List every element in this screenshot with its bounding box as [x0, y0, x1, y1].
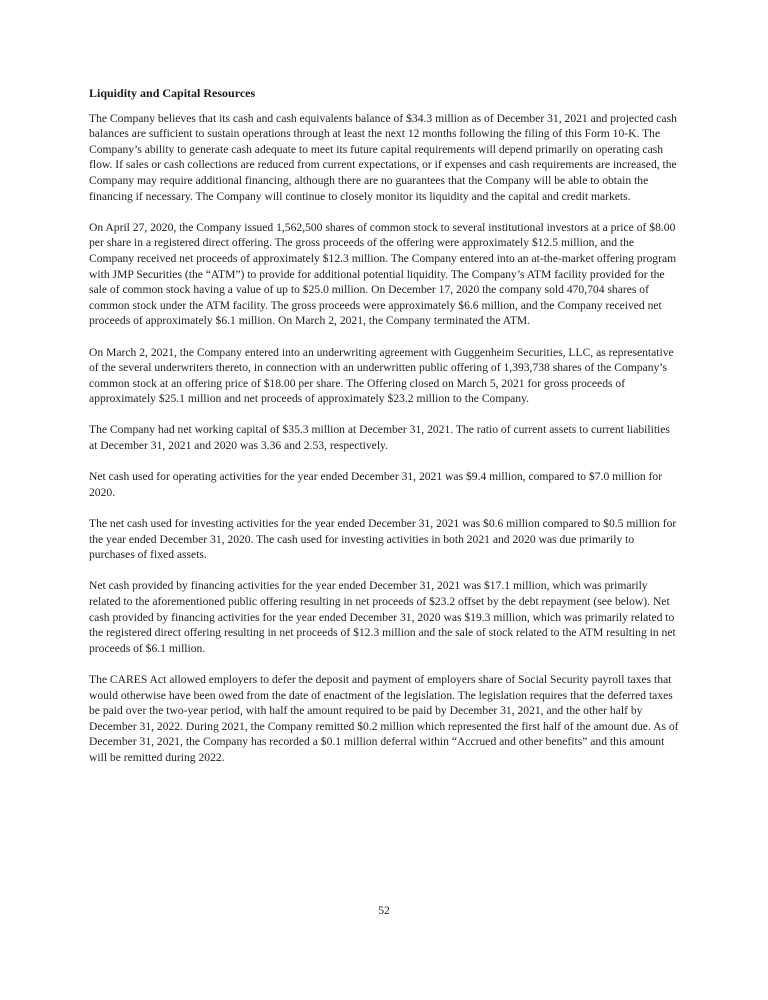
page-number: 52	[378, 904, 390, 917]
section-heading: Liquidity and Capital Resources	[89, 86, 256, 100]
paragraph-underwriting-agreement: On March 2, 2021, the Company entered into an underwriting agreement with Guggenheim Securities, LLC, as representative of the several underwriters thereto, in connection with an underwritten public offering of 1,393,738 shares of the Company’s common stock at an offering price of $18.00 per share. The Offering closed on March 5, 2021 for gross proceeds of approximately $25.1 million and net proceeds of approximately $23.2 million to the Company.	[89, 345, 674, 406]
document-page	[89, 86, 681, 781]
paragraph-investing-activities: The net cash used for investing activities for the year ended December 31, 2021 was $0.6 million compared to $0.5 million for the year ended December 31, 2020. The cash used for investing activities in both 2021 and 2020 was due primarily to purchases of fixed assets.	[89, 517, 677, 562]
paragraph-cares-act: The CARES Act allowed employers to defer the deposit and payment of employers share of Social Security payroll taxes that would otherwise have been owed from the date of enactment of the legislation. The legislation requires that the deferred taxes be paid over the two-year period, with half the amount required to be paid by December 31, 2021, and the other half by December 31, 2022. During 2021, the Company remitted $0.2 million which represented the first half of the amount due. As of December 31, 2021, the Company has recorded a $0.1 million deferral within “Accrued and other benefits” and this amount will be remitted during 2022.	[89, 672, 679, 764]
paragraph-liquidity-overview: The Company believes that its cash and cash equivalents balance of $34.3 million as of December 31, 2021 and projected cash balances are sufficient to sustain operations through at least the next 12 months following the filing of this Form 10-K. The Company’s ability to generate cash adequate to meet its future capital requirements will depend primarily on operating cash flow. If sales or cash collections are reduced from current expectations, or if expenses and cash requirements are increased, the Company may require additional financing, although there are no guarantees that the Company will be able to obtain the financing if necessary. The Company will continue to closely monitor its liquidity and the capital and credit markets.	[89, 111, 677, 203]
paragraph-operating-activities: Net cash used for operating activities for the year ended December 31, 2021 was $9.4 million, compared to $7.0 million for 2020.	[89, 470, 663, 499]
paragraph-registered-direct-offering-atm: On April 27, 2020, the Company issued 1,562,500 shares of common stock to several institutional investors at a price of $8.00 per share in a registered direct offering. The gross proceeds of the offering were approximately $12.5 million, and the Company received net proceeds of approximately $12.3 million. The Company entered into an at-the-market offering program with JMP Securities (the “ATM”) to provide for additional potential liquidity. The Company’s ATM facility provided for the sale of common stock having a value of up to $25.0 million. On December 17, 2020 the company sold 470,704 shares of common stock under the ATM facility. The gross proceeds were approximately $6.6 million, and the Company received net proceeds of approximately $6.1 million. On March 2, 2021, the Company terminated the ATM.	[89, 220, 677, 328]
paragraph-net-working-capital: The Company had net working capital of $35.3 million at December 31, 2021. The ratio of current assets to current liabilities at December 31, 2021 and 2020 was 3.36 and 2.53, respectively.	[89, 423, 670, 453]
paragraph-financing-activities: Net cash provided by financing activities for the year ended December 31, 2021 was $17.1 million, which was primarily related to the aforementioned public offering resulting in net proceeds of $23.2 offset by the debt repayment (see below). Net cash provided by financing activities for the year ended December 31, 2020 was $19.3 million, which was primarily related to the registered direct offering resulting in net proceeds of $12.3 million and the sale of stock related to the ATM resulting in net proceeds of $6.1 million.	[89, 579, 676, 655]
